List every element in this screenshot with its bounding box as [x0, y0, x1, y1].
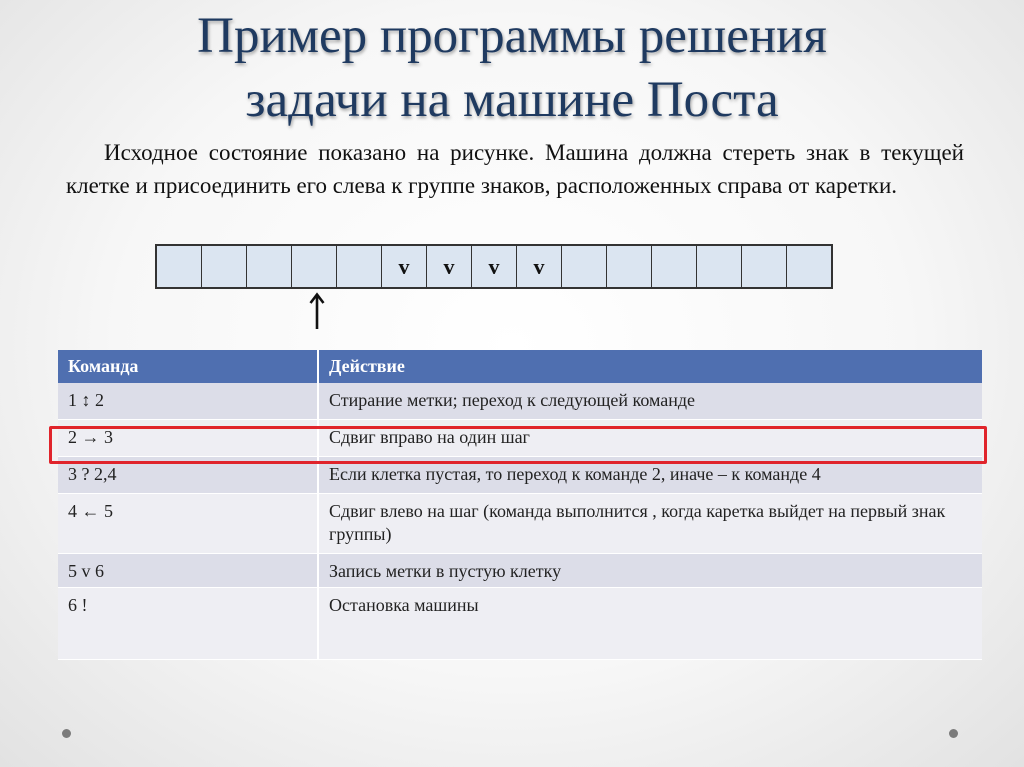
table-row: [58, 419, 982, 456]
tape-cell: v: [427, 246, 472, 287]
up-arrow-icon: [309, 292, 325, 330]
table-header-row: [58, 350, 982, 383]
table-row: [58, 493, 982, 553]
slide-title: [0, 4, 1024, 132]
command-cell: 5 v 6: [58, 553, 318, 587]
tape-cell: [787, 246, 831, 287]
tape-cell: [742, 246, 787, 287]
tape-cell: [157, 246, 202, 287]
command-table: [58, 350, 982, 660]
slide-title-line-2: задачи на машине Поста: [245, 72, 779, 128]
tape-cell: v: [382, 246, 427, 287]
problem-statement: Исходное состояние показано на рисунке. Машина должна стереть знак в текущей клетке и присоединить его слева к группе знаков, расположенных справа от каретки.: [66, 140, 964, 198]
tape-cell: [292, 246, 337, 287]
action-cell: Остановка машины: [318, 587, 982, 659]
action-cell: Запись метки в пустую клетку: [318, 553, 982, 587]
post-machine-tape: [155, 244, 833, 289]
command-cell: 3 ? 2,4: [58, 456, 318, 493]
tape-cell: [202, 246, 247, 287]
tape-cell: v: [517, 246, 562, 287]
tape-cell: v: [472, 246, 517, 287]
tape-cell: [337, 246, 382, 287]
tape-cell: [697, 246, 742, 287]
action-cell: Сдвиг влево на шаг (команда выполнится , когда каретка выйдет на первый знак группы): [318, 493, 982, 553]
header-command: Команда: [58, 350, 318, 383]
header-action: Действие: [318, 350, 982, 383]
action-cell: Сдвиг вправо на один шаг: [318, 419, 982, 456]
tape-cell: [247, 246, 292, 287]
slide-title-line-1: Пример программы решения: [197, 8, 827, 64]
slide-corner-dot: [949, 729, 958, 738]
tape-cell: [607, 246, 652, 287]
command-cell: 2 → 3: [58, 419, 318, 456]
table-row: [58, 456, 982, 493]
action-cell: Стирание метки; переход к следующей команде: [318, 383, 982, 419]
command-cell: 6 !: [58, 587, 318, 659]
command-cell: 1 ↕ 2: [58, 383, 318, 419]
command-cell: 4 ← 5: [58, 493, 318, 553]
table-row: [58, 383, 982, 419]
tape-cell: [562, 246, 607, 287]
table-row: [58, 553, 982, 587]
slide-corner-dot: [62, 729, 71, 738]
table-row: [58, 587, 982, 659]
action-cell: Если клетка пустая, то переход к команде 2, иначе – к команде 4: [318, 456, 982, 493]
tape-cell: [652, 246, 697, 287]
